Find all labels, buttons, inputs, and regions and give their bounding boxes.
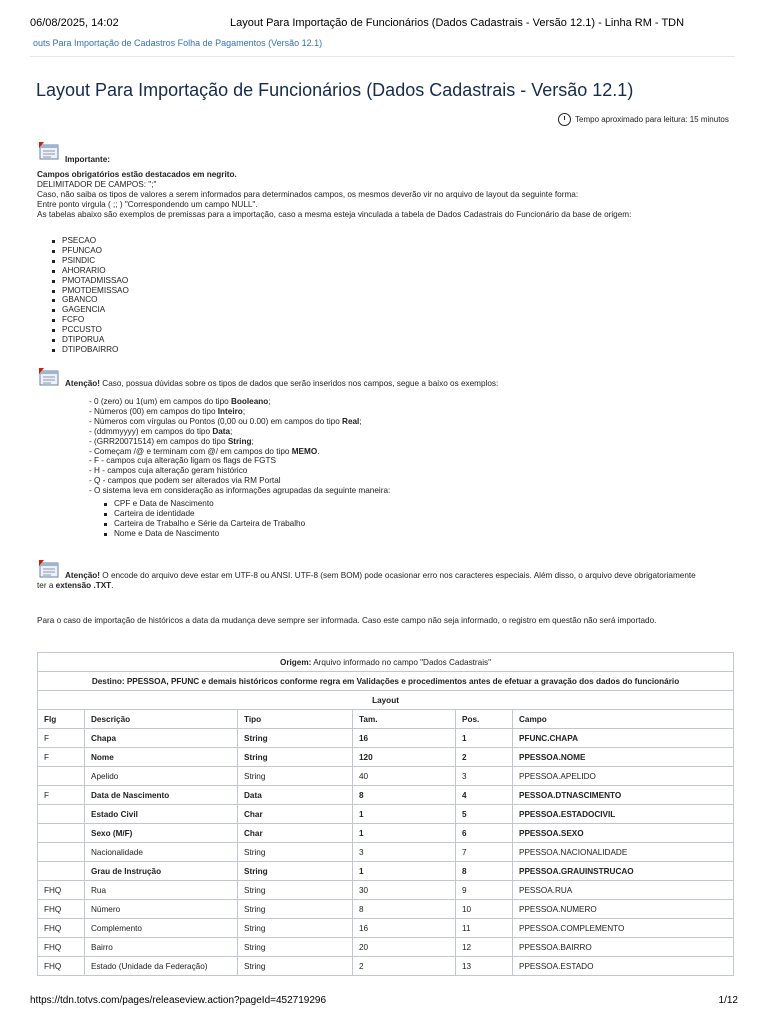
reading-time — [558, 113, 729, 126]
table-cell-desc: Data de Nascimento — [85, 786, 238, 805]
data-type-item: - Começam /@ e terminam com @/ em campos do tipo MEMO. — [89, 446, 320, 456]
list-item: AHORARIO — [52, 266, 129, 276]
table-cell-desc: Número — [85, 900, 238, 919]
table-cell-pos: 4 — [456, 786, 513, 805]
column-header: Flg — [38, 710, 85, 729]
data-type-item: - O sistema leva em consideração as informações agrupadas da seguinte maneira: — [89, 486, 391, 496]
table-cell-tipo: String — [238, 919, 353, 938]
table-cell-flg — [38, 767, 85, 786]
print-date: 06/08/2025, 14:02 — [30, 17, 119, 29]
table-cell-tipo: Char — [238, 824, 353, 843]
table-cell-campo: PPESSOA.BAIRRO — [513, 938, 734, 957]
table-row — [38, 767, 734, 786]
table-cell-tam: 2 — [353, 957, 456, 976]
table-cell-flg — [38, 862, 85, 881]
table-cell-tipo: String — [238, 957, 353, 976]
note-line: Entre ponto virgula ( ;; ) "Correspondendo um campo NULL". — [37, 200, 258, 209]
column-headers — [38, 710, 734, 729]
table-cell-pos: 7 — [456, 843, 513, 862]
table-cell-campo: PPESSOA.APELIDO — [513, 767, 734, 786]
table-cell-tipo: String — [238, 748, 353, 767]
data-type-item: - (ddmmyyyy) em campos do tipo Data; — [89, 426, 233, 436]
table-cell-flg: FHQ — [38, 881, 85, 900]
table-cell-flg: FHQ — [38, 919, 85, 938]
table-cell-desc: Estado (Unidade da Federação) — [85, 957, 238, 976]
table-cell-campo: PPESSOA.NACIONALIDADE — [513, 843, 734, 862]
column-header: Tam. — [353, 710, 456, 729]
table-cell-desc: Sexo (M/F) — [85, 824, 238, 843]
table-cell-tam: 16 — [353, 919, 456, 938]
note-heading: Importante: — [65, 155, 111, 164]
column-header: Tipo — [238, 710, 353, 729]
groups-list — [104, 499, 305, 539]
table-cell-desc: Rua — [85, 881, 238, 900]
list-item: PMOTDEMISSAO — [52, 286, 129, 296]
table-cell-desc: Chapa — [85, 729, 238, 748]
note-encoding — [65, 571, 696, 581]
table-cell-desc: Grau de Instrução — [85, 862, 238, 881]
table-cell-campo: PPESSOA.ESTADO — [513, 957, 734, 976]
table-row — [38, 881, 734, 900]
table-cell-campo: PPESSOA.NOME — [513, 748, 734, 767]
table-cell-tipo: String — [238, 862, 353, 881]
table-cell-tipo: String — [238, 881, 353, 900]
attention-label: Atenção! — [65, 571, 101, 580]
note-encoding-line2: ter a extensão .TXT. — [37, 581, 114, 590]
table-cell-tam: 8 — [353, 900, 456, 919]
table-cell-flg: FHQ — [38, 957, 85, 976]
table-cell-tipo: Char — [238, 805, 353, 824]
page-number: 1/12 — [718, 995, 738, 1006]
table-cell-tam: 30 — [353, 881, 456, 900]
table-row — [38, 938, 734, 957]
list-item: CPF e Data de Nascimento — [104, 499, 305, 509]
table-cell-desc: Complemento — [85, 919, 238, 938]
note-bold-line: Campos obrigatórios estão destacados em negrito. — [37, 170, 237, 179]
table-cell-campo: PPESSOA.NUMERO — [513, 900, 734, 919]
table-row — [38, 748, 734, 767]
table-cell-pos: 12 — [456, 938, 513, 957]
table-cell-pos: 9 — [456, 881, 513, 900]
data-type-item: - Q - campos que podem ser alterados via RM Portal — [89, 476, 281, 486]
table-cell-flg: F — [38, 729, 85, 748]
table-cell-pos: 11 — [456, 919, 513, 938]
table-cell-desc: Bairro — [85, 938, 238, 957]
note-line: As tabelas abaixo são exemplos de premissas para a importação, caso a mesma esteja vinculada a tabela de Dados Cadastrais do Funcionário da base de origem: — [37, 210, 632, 219]
table-cell-campo: PPESSOA.ESTADOCIVIL — [513, 805, 734, 824]
attention-text: Caso, possua dúvidas sobre os tipos de dados que serão inseridos nos campos, segue a baixo os exemplos: — [100, 379, 499, 388]
table-cell-desc: Apelido — [85, 767, 238, 786]
table-cell-tam: 1 — [353, 862, 456, 881]
table-cell-tam: 20 — [353, 938, 456, 957]
table-row — [38, 843, 734, 862]
page-title: Layout Para Importação de Funcionários (Dados Cadastrais - Versão 12.1) — [36, 80, 634, 100]
table-cell-flg — [38, 805, 85, 824]
table-row — [38, 957, 734, 976]
data-type-item: - Números (00) em campos do tipo Inteiro; — [89, 406, 246, 416]
breadcrumb[interactable]: outs Para Importação de Cadastros Folha de Pagamentos (Versão 12.1) — [33, 38, 323, 48]
table-row — [38, 729, 734, 748]
extension-text: extensão .TXT — [55, 581, 112, 590]
origem-row: Origem: Arquivo informado no campo "Dados Cadastrais" — [38, 653, 734, 672]
column-header: Descrição — [85, 710, 238, 729]
attention-text: O encode do arquivo deve estar em UTF-8 ou ANSI. UTF-8 (sem BOM) pode ocasionar erro nos caracteres especiais. Além disso, o arquivo deve obrigatoriamente — [100, 571, 696, 580]
list-item: FCFO — [52, 315, 129, 325]
table-cell-campo: PPESSOA.COMPLEMENTO — [513, 919, 734, 938]
table-row — [38, 805, 734, 824]
data-type-item: - H - campos cuja alteração geram histórico — [89, 466, 248, 476]
table-cell-campo: PPESSOA.GRAUINSTRUCAO — [513, 862, 734, 881]
data-type-item: - (GRR20071514) em campos do tipo String; — [89, 436, 254, 446]
list-item: PMOTADMISSAO — [52, 276, 129, 286]
table-cell-campo: PPESSOA.SEXO — [513, 824, 734, 843]
list-item: Carteira de Trabalho e Série da Carteira de Trabalho — [104, 519, 305, 529]
table-cell-campo: PESSOA.RUA — [513, 881, 734, 900]
table-cell-tipo: String — [238, 843, 353, 862]
table-cell-tipo: String — [238, 900, 353, 919]
table-cell-tam: 40 — [353, 767, 456, 786]
table-cell-pos: 10 — [456, 900, 513, 919]
table-cell-flg — [38, 824, 85, 843]
table-cell-tam: 8 — [353, 786, 456, 805]
note-line: DELIMITADOR DE CAMPOS: ";" — [37, 180, 157, 189]
data-type-item: - F - campos cuja alteração ligam os flags de FGTS — [89, 456, 277, 466]
column-header: Pos. — [456, 710, 513, 729]
list-item: PCCUSTO — [52, 325, 129, 335]
table-cell-flg: FHQ — [38, 900, 85, 919]
data-type-item: - 0 (zero) ou 1(um) em campos do tipo Booleano; — [89, 397, 271, 406]
table-cell-flg: F — [38, 748, 85, 767]
table-cell-desc: Nome — [85, 748, 238, 767]
table-cell-campo: PFUNC.CHAPA — [513, 729, 734, 748]
table-cell-flg: FHQ — [38, 938, 85, 957]
reading-time-text: Tempo aproximado para leitura: 15 minutos — [575, 115, 729, 124]
print-title: Layout Para Importação de Funcionários (Dados Cadastrais - Versão 12.1) - Linha RM - TDN — [230, 17, 685, 29]
history-note: Para o caso de importação de históricos a data da mudança deve sempre ser informada. Caso este campo não seja informado, o registro em questão não será importado. — [37, 616, 657, 625]
table-cell-flg — [38, 843, 85, 862]
table-cell-tam: 120 — [353, 748, 456, 767]
list-item: PSINDIC — [52, 256, 129, 266]
table-cell-tipo: Data — [238, 786, 353, 805]
note-line: Caso, não saiba os tipos de valores a serem informados para determinados campos, os mesmos deverão vir no arquivo de layout da seguinte forma: — [37, 190, 579, 199]
divider — [30, 56, 735, 57]
column-header: Campo — [513, 710, 734, 729]
table-cell-tam: 3 — [353, 843, 456, 862]
table-cell-tam: 1 — [353, 824, 456, 843]
note-attention — [65, 379, 498, 389]
note-icon — [39, 142, 59, 162]
table-cell-pos: 8 — [456, 862, 513, 881]
table-cell-pos: 13 — [456, 957, 513, 976]
table-cell-pos: 3 — [456, 767, 513, 786]
table-cell-desc: Estado Civil — [85, 805, 238, 824]
clock-icon — [558, 113, 571, 126]
list-item: PSECAO — [52, 236, 129, 246]
tables-list — [52, 236, 129, 355]
list-item: DTIPOBAIRRO — [52, 345, 129, 355]
table-cell-tipo: String — [238, 729, 353, 748]
table-row — [38, 786, 734, 805]
table-cell-pos: 2 — [456, 748, 513, 767]
list-item: Nome e Data de Nascimento — [104, 529, 305, 539]
list-item: GBANCO — [52, 295, 129, 305]
table-cell-pos: 5 — [456, 805, 513, 824]
table-row — [38, 900, 734, 919]
table-row — [38, 919, 734, 938]
attention-label: Atenção! — [65, 379, 101, 388]
table-cell-tam: 1 — [353, 805, 456, 824]
table-cell-tam: 16 — [353, 729, 456, 748]
table-cell-desc: Nacionalidade — [85, 843, 238, 862]
destino-row: Destino: PPESSOA, PFUNC e demais históricos conforme regra em Validações e procedimentos antes de efetuar a gravação dos dados do funcionário — [38, 672, 734, 691]
data-type-item: - Números com vírgulas ou Pontos (0,00 ou 0.00) em campos do tipo Real; — [89, 416, 362, 426]
table-cell-pos: 1 — [456, 729, 513, 748]
print-header — [30, 17, 735, 31]
list-item: PFUNCAO — [52, 246, 129, 256]
table-cell-campo: PESSOA.DTNASCIMENTO — [513, 786, 734, 805]
list-item: Carteira de identidade — [104, 509, 305, 519]
layout-table — [37, 652, 734, 976]
table-row — [38, 824, 734, 843]
layout-header: Layout — [38, 691, 734, 710]
table-cell-tipo: String — [238, 767, 353, 786]
note-icon — [39, 368, 59, 388]
note-icon — [39, 560, 59, 580]
list-item: GAGENCIA — [52, 305, 129, 315]
list-item: DTIPORUA — [52, 335, 129, 345]
print-url: https://tdn.totvs.com/pages/releaseview.action?pageId=452719296 — [30, 995, 327, 1006]
table-cell-tipo: String — [238, 938, 353, 957]
table-cell-flg: F — [38, 786, 85, 805]
table-cell-pos: 6 — [456, 824, 513, 843]
table-row — [38, 862, 734, 881]
